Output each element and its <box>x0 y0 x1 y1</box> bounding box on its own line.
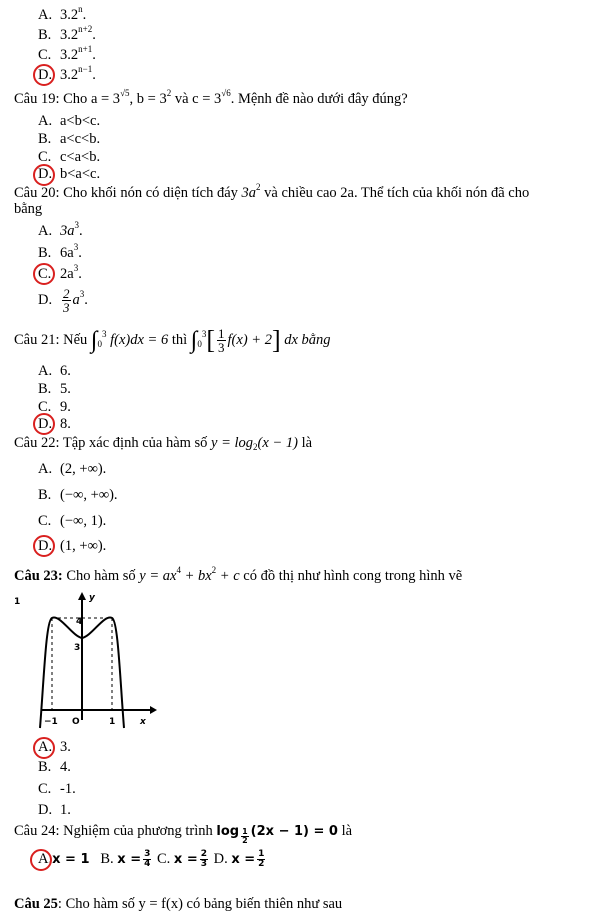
option-letter: D. <box>213 851 228 867</box>
fraction-denominator: 3 <box>200 859 207 870</box>
option-letter: C. <box>38 399 52 415</box>
exponent: 3 <box>73 242 79 252</box>
log-symbol: log <box>216 824 240 839</box>
question-label: Câu 22: Tập xác định của hàm số <box>14 435 208 451</box>
conjunction: thì <box>171 332 188 348</box>
option-text: 3a <box>60 223 75 239</box>
option-letter: D. <box>38 802 53 818</box>
option-text: x = <box>231 852 256 867</box>
integral-sign: ∫ <box>190 327 198 354</box>
exponent: √6 <box>221 88 231 98</box>
exponent: 3 <box>74 220 79 230</box>
option-text: 8. <box>60 416 71 432</box>
q18-option-b[interactable]: B. $3.2^{n+2}$. <box>38 24 96 43</box>
option-letter: C. <box>38 47 52 63</box>
q22-option-c[interactable] <box>38 512 106 530</box>
q21-option-a[interactable] <box>38 362 71 380</box>
option-letter: C. <box>38 266 52 282</box>
answer-mark-circle <box>33 535 55 557</box>
option-text: (2, +∞). <box>60 461 107 477</box>
exponent: √5 <box>120 88 130 98</box>
q24-option-d[interactable] <box>213 849 268 870</box>
q22-option-b[interactable] <box>38 486 118 504</box>
q19-option-a[interactable] <box>38 112 100 130</box>
tick-neg1: −1 <box>44 717 58 727</box>
y-axis-label: y <box>89 593 95 603</box>
q20-option-d[interactable]: D. $\frac{2}{3}$ $a^3$. <box>38 286 88 316</box>
option-text: (−∞, 1). <box>60 513 107 529</box>
q23-option-d[interactable] <box>38 801 71 819</box>
exponent: 3 <box>73 263 79 273</box>
integral-upper-bound: 3 <box>102 329 107 339</box>
option-letter: B. <box>38 245 52 261</box>
question-text: dx bằng <box>284 332 331 348</box>
option-letter: D. <box>38 166 53 182</box>
q24-option-c[interactable] <box>156 849 210 870</box>
option-text: c<a<b. <box>60 149 101 165</box>
q20-option-c[interactable]: C. $2a^3$. <box>38 263 82 282</box>
option-letter: D. <box>38 538 53 554</box>
option-text: 5. <box>60 381 71 397</box>
option-text: 2a <box>60 266 74 282</box>
q23-option-c[interactable] <box>38 780 76 798</box>
option-text: x = <box>173 852 198 867</box>
option-letter: B. <box>38 131 52 147</box>
answer-mark-circle <box>33 737 55 759</box>
option-variable: a <box>72 292 80 308</box>
option-text: 3.2 <box>60 7 79 23</box>
option-letter: D. <box>38 292 53 308</box>
tick-4: 4 <box>76 617 83 627</box>
x-axis-arrow-icon <box>150 706 157 714</box>
question-20 <box>14 184 529 202</box>
fraction-numerator: 3 <box>144 849 151 860</box>
option-text: x = 1 <box>52 852 90 867</box>
fraction-numerator: 1 <box>258 849 265 860</box>
q18-option-c[interactable]: C. $3.2^{n+1}$. <box>38 44 96 63</box>
integral-expression: f(x)dx = 6 <box>110 332 169 348</box>
option-text: 3.2 <box>60 27 79 43</box>
q19-option-b[interactable] <box>38 130 100 148</box>
fraction <box>200 850 208 869</box>
question-label: Câu 24: Nghiệm của phương trình <box>14 823 213 839</box>
option-letter: C. <box>38 781 52 797</box>
option-text: 4. <box>60 759 71 775</box>
q19-option-c[interactable] <box>38 148 100 166</box>
option-letter: B. <box>38 381 52 397</box>
fraction-numerator: 2 <box>63 286 70 302</box>
q18-option-d[interactable]: D. $3.2^{n-1}$. <box>38 64 96 83</box>
fraction-denominator: 3 <box>63 300 70 316</box>
fraction-denominator: 2 <box>242 836 248 845</box>
option-text: a<b<c. <box>60 113 101 129</box>
option-text: (−∞, +∞). <box>60 487 118 503</box>
function-term: + c <box>219 568 240 584</box>
option-text: 6. <box>60 363 71 379</box>
math-c: c = 3 <box>192 91 222 107</box>
integral-upper-bound: 3 <box>201 329 207 339</box>
question-22 <box>14 434 312 452</box>
answer-mark-circle <box>33 263 55 285</box>
fraction <box>143 850 151 869</box>
math-b: , b = 3 <box>129 91 167 107</box>
exponent: 2 <box>211 565 217 575</box>
question-24 <box>14 820 352 845</box>
function-graph <box>0 588 160 738</box>
question-25 <box>14 895 342 913</box>
option-text: (1, +∞). <box>60 538 107 554</box>
question-text: là <box>341 823 353 839</box>
option-exponent: n−1 <box>78 64 93 74</box>
option-text: 3.2 <box>60 67 79 83</box>
question-label: Câu 19: Cho <box>14 91 88 107</box>
option-letter: C. <box>38 513 52 529</box>
option-letter: A. <box>38 223 53 239</box>
log-base-fraction <box>241 828 249 845</box>
option-letter: A. <box>38 739 53 755</box>
option-letter: D. <box>38 67 53 83</box>
q21-option-b[interactable] <box>38 380 71 398</box>
fraction-numerator: 2 <box>200 849 207 860</box>
fraction-numerator: 1 <box>218 326 225 342</box>
option-letter: B. <box>38 487 52 503</box>
option-letter: B. <box>100 851 114 867</box>
option-letter: A. <box>38 461 53 477</box>
option-exponent: n+2 <box>78 24 93 34</box>
question-text: là <box>301 435 313 451</box>
fraction-denominator: 3 <box>218 340 225 356</box>
q23-option-b[interactable] <box>38 758 71 776</box>
q24-options <box>38 848 267 871</box>
question-text: : Cho hàm số y = f(x) có bảng biến thiên như sau <box>57 896 343 912</box>
origin-label: O <box>72 717 80 727</box>
graph-corner-label: 1 <box>14 597 21 607</box>
question-label: Câu 21: Nếu <box>14 332 88 348</box>
exponent: 2 <box>256 182 261 192</box>
question-23 <box>14 567 462 585</box>
question-label: Câu 23: <box>14 568 63 584</box>
option-letter: B. <box>38 759 52 775</box>
fraction <box>62 287 71 314</box>
exponent: 4 <box>176 565 181 575</box>
integral-expression: f(x) + 2 <box>227 332 272 348</box>
option-letter: A. <box>38 363 53 379</box>
option-text: x = <box>117 852 142 867</box>
option-letter: A. <box>38 113 53 129</box>
exponent: 2 <box>166 88 172 98</box>
option-letter: D. <box>38 416 53 432</box>
answer-mark-circle <box>30 849 52 871</box>
fraction <box>217 327 226 354</box>
exponent: 3 <box>79 289 85 299</box>
q18-option-a[interactable]: A. 3.2$^n$. <box>38 4 87 23</box>
option-letter: B. <box>38 27 52 43</box>
option-text: -1. <box>60 781 76 797</box>
option-text: b<a<c. <box>60 166 101 182</box>
option-letter: A. <box>38 851 53 867</box>
q24-option-b[interactable] <box>100 849 153 870</box>
option-text: a<c<b. <box>60 131 101 147</box>
question-label: Câu 25 <box>14 896 58 912</box>
y-axis-arrow-icon <box>78 592 86 600</box>
function-name: y = log <box>211 435 254 451</box>
q20-option-a[interactable]: A. $3a^3$. <box>38 220 83 239</box>
equation-argument: (2x − 1) = 0 <box>250 824 338 839</box>
option-text: 1. <box>60 802 71 818</box>
q20-option-b[interactable]: B. $6a^3$. <box>38 242 82 261</box>
math-base: 3a <box>241 185 257 201</box>
q22-option-a[interactable] <box>38 460 106 478</box>
tick-3: 3 <box>74 643 81 653</box>
tick-1: 1 <box>109 717 116 727</box>
function-term: y = ax <box>139 568 177 584</box>
fraction <box>257 850 265 869</box>
answer-mark-circle <box>33 64 55 86</box>
fraction-denominator: 4 <box>144 859 151 870</box>
integral-lower-bound: 0 <box>97 339 102 349</box>
function-term: + bx <box>184 568 212 584</box>
answer-mark-circle <box>33 413 55 435</box>
option-exponent: n+1 <box>78 44 93 54</box>
fraction-numerator: 1 <box>242 827 248 836</box>
x-axis-label: x <box>140 717 146 727</box>
option-text: 3.2 <box>60 47 79 63</box>
left-bracket: [ <box>206 325 216 355</box>
question-text-continued: bằng <box>14 201 43 217</box>
option-text: 6a <box>60 245 74 261</box>
integral-lower-bound: 0 <box>197 339 202 349</box>
question-text: Cho hàm số <box>66 568 136 584</box>
right-bracket: ] <box>271 325 281 355</box>
option-letter: C. <box>156 851 171 867</box>
function-argument: (x − 1) <box>257 435 298 451</box>
question-text: . Mệnh đề nào dưới đây đúng? <box>230 91 408 107</box>
question-text: có đồ thị như hình cong trong hình vẽ <box>243 568 463 584</box>
option-text: 9. <box>60 399 71 415</box>
integral-sign: ∫ <box>90 327 98 354</box>
conjunction: và <box>174 91 189 107</box>
log-base: 2 <box>253 442 258 452</box>
option-letter: A. <box>38 7 53 23</box>
question-text: và chiều cao 2a. Thể tích của khối nón đã cho <box>264 185 530 201</box>
question-text: Câu 20: Cho khối nón có diện tích đáy <box>14 185 238 201</box>
option-text: 3. <box>60 739 71 755</box>
answer-mark-circle <box>33 164 55 186</box>
math-a: a = 3 <box>90 91 121 107</box>
option-letter: C. <box>38 149 52 165</box>
question-21 <box>14 326 331 354</box>
fraction-denominator: 2 <box>258 859 265 870</box>
question-19 <box>14 90 408 108</box>
